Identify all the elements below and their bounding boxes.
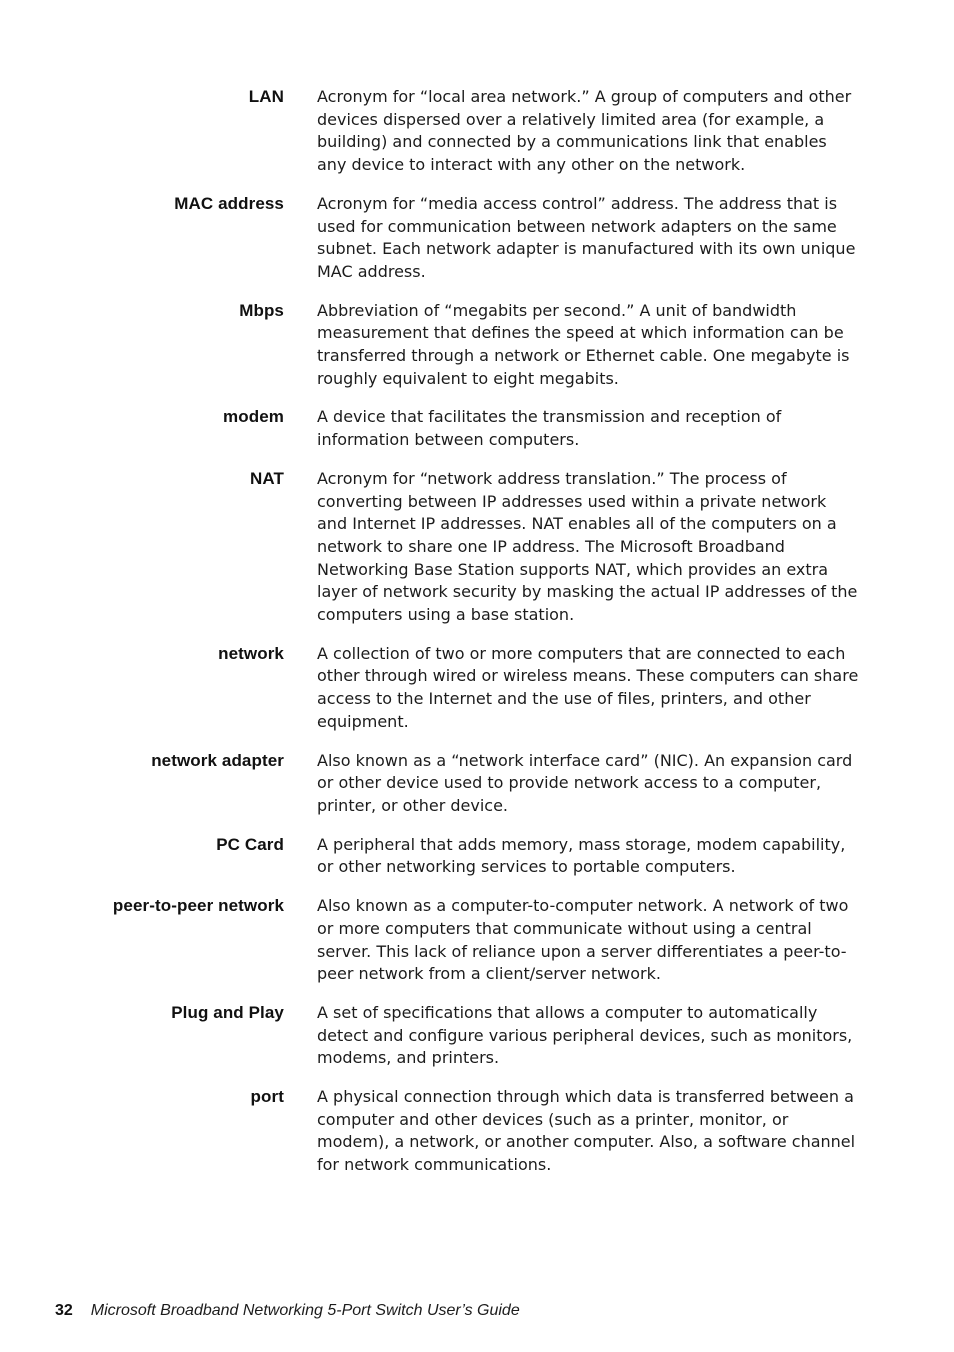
glossary-entry-network-adapter: [0, 750, 954, 818]
glossary-term: modem: [223, 407, 284, 427]
glossary-definition: Acronym for “network address translation.” The process of converting between IP addresses used within a private network and Internet IP addresses. NAT enables all of the computers on a network to share one IP address. The Microsoft Broadband Networking Base Station supports NAT, which provides an extra layer of network security by masking the actual IP addresses of the computers using a base station.: [317, 468, 858, 625]
page-number: 32: [55, 1302, 73, 1319]
glossary-entry-lan: [0, 86, 954, 177]
glossary-entry-port: [0, 1086, 954, 1177]
glossary-entry-mac-address: [0, 193, 954, 284]
glossary-definition: Also known as a computer-to-computer network. A network of two or more computers that communicate without using a central server. This lack of reliance upon a server differentiates a peer-to- peer network from a client/server network.: [317, 896, 849, 984]
glossary-entry-network: [0, 643, 954, 734]
glossary-entry-mbps: [0, 300, 954, 391]
glossary-definition: Also known as a “network interface card” (NIC). An expansion card or other device used to provide network access to a computer, printer, or other device.: [317, 750, 853, 815]
glossary-entry-plug-and-play: [0, 1002, 954, 1070]
glossary-term: LAN: [248, 87, 284, 106]
glossary-definition: A device that facilitates the transmission and reception of information between computers.: [317, 407, 782, 450]
page-footer: [55, 1300, 520, 1322]
glossary-entry-nat: [0, 468, 954, 627]
glossary-term: Mbps: [239, 300, 284, 320]
glossary-term: Plug and Play: [171, 1002, 284, 1022]
glossary-definition: Acronym for “local area network.” A group of computers and other devices dispersed over a relatively limited area (for example, a building) and connected by a communications link that enables any device to interact with any other on the network.: [317, 87, 852, 175]
glossary-list: [0, 86, 954, 1193]
glossary-term: MAC address: [174, 193, 284, 213]
glossary-term: PC Card: [216, 834, 284, 854]
glossary-term: peer-to-peer network: [112, 896, 284, 916]
glossary-definition: Abbreviation of “megabits per second.” A unit of bandwidth measurement that defines the speed at which information can be transferred through a network or Ethernet cable. One megabyte is roughly equivalent to eight megabits.: [317, 300, 850, 388]
glossary-definition: A peripheral that adds memory, mass storage, modem capability, or other networking services to portable computers.: [317, 834, 846, 877]
glossary-term: NAT: [250, 468, 284, 488]
glossary-entry-modem: [0, 406, 954, 451]
glossary-term: network adapter: [151, 750, 284, 770]
glossary-definition: A collection of two or more computers that are connected to each other through wired or wireless means. These computers can share access to the Internet and the use of files, printers, and other equipment.: [317, 643, 859, 731]
glossary-definition: A set of specifications that allows a computer to automatically detect and configure various peripheral devices, such as monitors, modems, and printers.: [317, 1002, 853, 1068]
glossary-entry-pc-card: [0, 834, 954, 879]
book-title: Microsoft Broadband Networking 5-Port Switch User’s Guide: [90, 1302, 520, 1319]
glossary-definition: Acronym for “media access control” address. The address that is used for communication between network adapters on the same subnet. Each network adapter is manufactured with its own unique MAC address.: [317, 193, 856, 281]
glossary-term: port: [250, 1087, 284, 1107]
glossary-term: network: [218, 643, 284, 663]
glossary-definition: A physical connection through which data is transferred between a computer and other devices (such as a printer, monitor, or modem), a network, or another computer. Also, a software channel for network communications.: [317, 1087, 856, 1175]
glossary-entry-peer-to-peer-network: [0, 895, 954, 986]
